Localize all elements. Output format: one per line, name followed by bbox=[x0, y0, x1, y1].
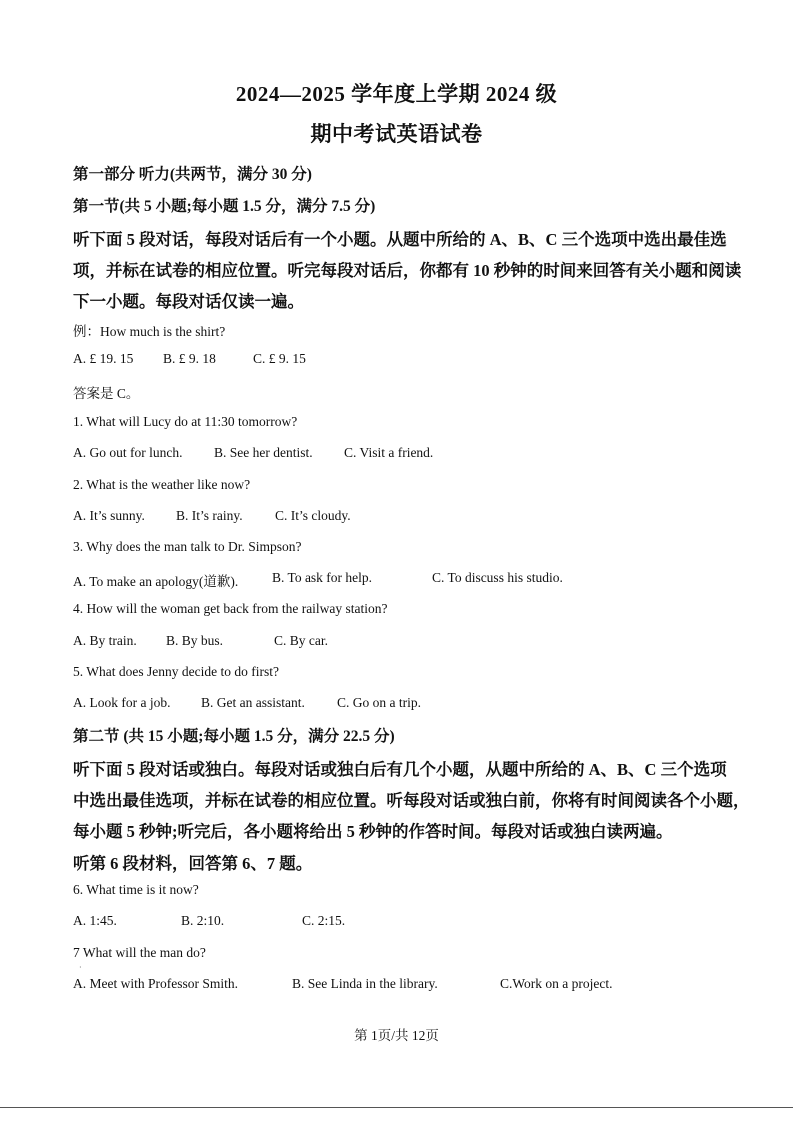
section1-heading: 第一节(共 5 小题;每小题 1.5 分，满分 7.5 分) bbox=[73, 198, 376, 215]
q7-option-b: B. See Linda in the library. bbox=[292, 976, 438, 991]
q2-option-a: A. It’s sunny. bbox=[73, 508, 145, 523]
section1-instruction-line: 听下面 5 段对话，每段对话后有一个小题。从题中所给的 A、B、C 三个选项中选出最佳选 bbox=[73, 230, 727, 249]
q4-option-b: B. By bus. bbox=[166, 633, 224, 648]
part1-heading: 第一部分 听力(共两节，满分 30 分) bbox=[73, 166, 312, 183]
example-question: 例：How much is the shirt? bbox=[73, 324, 226, 339]
question-4: 4. How will the woman get back from the railway station? bbox=[73, 601, 388, 616]
question-6: 6. What time is it now? bbox=[73, 882, 199, 897]
question-7: 7 What will the man do? bbox=[73, 945, 206, 960]
material-heading: 听第 6 段材料，回答第 6、7 题。 bbox=[73, 854, 313, 873]
q3-option-a: A. To make an apology(道歉). bbox=[73, 574, 239, 589]
example-answer: 答案是 C。 bbox=[73, 386, 140, 401]
q4-option-c: C. By car. bbox=[274, 633, 328, 648]
section1-instruction-line: 下一小题。每段对话仅读一遍。 bbox=[73, 292, 304, 311]
q6-option-c: C. 2:15. bbox=[302, 913, 346, 928]
question-3: 3. Why does the man talk to Dr. Simpson? bbox=[73, 539, 302, 554]
page-number: 第 1页/共 12页 bbox=[354, 1028, 439, 1043]
q7-option-c: C.Work on a project. bbox=[500, 976, 613, 991]
section2-instruction-line: 中选出最佳选项，并标在试卷的相应位置。听每段对话或独白前，你将有时间阅读各个小题， bbox=[73, 791, 750, 810]
q3-option-b: B. To ask for help. bbox=[272, 570, 373, 585]
q1-option-c: C. Visit a friend. bbox=[344, 445, 434, 460]
q1-option-b: B. See her dentist. bbox=[214, 445, 313, 460]
q2-option-c: C. It’s cloudy. bbox=[275, 508, 351, 523]
exam-title: 2024—2025 学年度上学期 2024 级 bbox=[235, 82, 558, 106]
q7-option-a: A. Meet with Professor Smith. bbox=[73, 976, 238, 991]
question-1: 1. What will Lucy do at 11:30 tomorrow? bbox=[73, 414, 298, 429]
section1-instruction-line: 项，并标在试卷的相应位置。听完每段对话后，你都有 10 秒钟的时间来回答有关小题和阅读 bbox=[73, 261, 742, 280]
question-2: 2. What is the weather like now? bbox=[73, 477, 251, 492]
q4-option-a: A. By train. bbox=[73, 633, 137, 648]
section2-heading: 第二节 (共 15 小题;每小题 1.5 分，满分 22.5 分) bbox=[73, 728, 395, 745]
q5-option-b: B. Get an assistant. bbox=[201, 695, 305, 710]
example-option-a: A. £ 19. 15 bbox=[73, 351, 134, 366]
q2-option-b: B. It’s rainy. bbox=[176, 508, 243, 523]
q1-option-a: A. Go out for lunch. bbox=[73, 445, 183, 460]
q3-option-c: C. To discuss his studio. bbox=[432, 570, 563, 585]
dot-mark: · bbox=[79, 963, 82, 972]
section2-instruction-line: 每小题 5 秒钟;听完后，各小题将给出 5 秒钟的作答时间。每段对话或独白读两遍。 bbox=[73, 822, 673, 841]
bottom-divider bbox=[0, 1107, 793, 1108]
q6-option-b: B. 2:10. bbox=[181, 913, 225, 928]
section2-instruction-line: 听下面 5 段对话或独白。每段对话或独白后有几个小题，从题中所给的 A、B、C 三个选项 bbox=[73, 760, 727, 779]
q6-option-a: A. 1:45. bbox=[73, 913, 117, 928]
question-5: 5. What does Jenny decide to do first? bbox=[73, 664, 279, 679]
q5-option-c: C. Go on a trip. bbox=[337, 695, 421, 710]
exam-subtitle: 期中考试英语试卷 bbox=[310, 122, 483, 146]
example-option-b: B. £ 9. 18 bbox=[163, 351, 216, 366]
example-option-c: C. £ 9. 15 bbox=[253, 351, 306, 366]
q5-option-a: A. Look for a job. bbox=[73, 695, 171, 710]
